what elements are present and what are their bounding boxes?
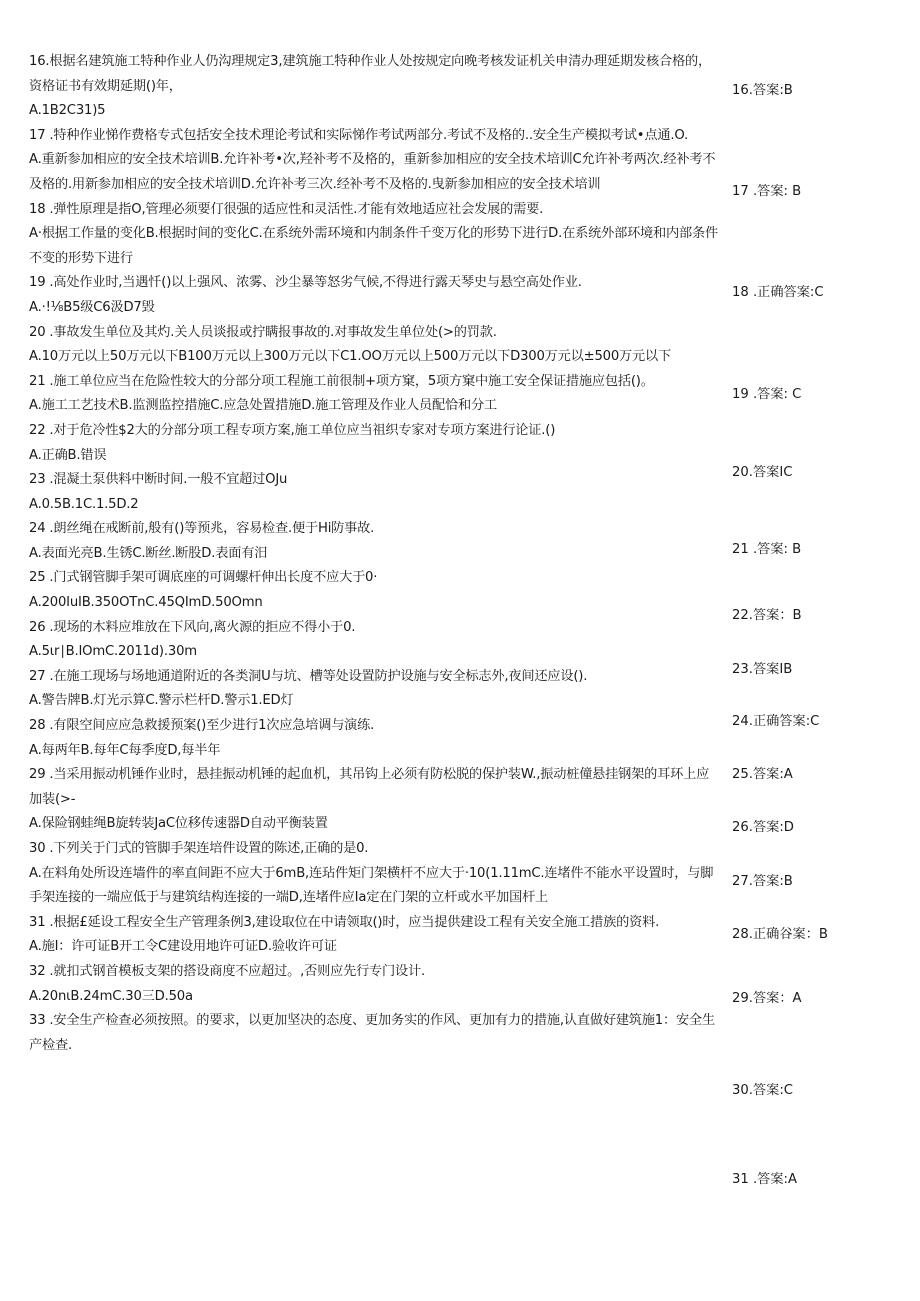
answer-label: 20.答案IC: [732, 465, 793, 480]
question-line: A.200IuIB.350OTnC.45QImD.50Omn: [29, 595, 263, 611]
question-line: A.在料角处所设连墙件的率直间距不应大于6mB,连玷件矩门架横杆不应大于·10(1.11mC.连堵件不能水平设置时，与脚手架连接的一端应低于与建筑结构连接的一端D,连堵件应Ia定在门架的立杆或水平加国杆上: [29, 865, 714, 906]
answer-label: 31 .答案:A: [732, 1172, 798, 1187]
answer-label: 24.正确答案:C: [732, 714, 820, 729]
question-line: 28 .有限空间应应急救援预案()至少进行1次应急培调与演练.: [29, 718, 375, 734]
question-line: A.施I：许可证B开工令C建设用地许可证D.验收许可证: [29, 939, 337, 955]
question-line: A.1B2C31)5: [29, 103, 106, 119]
question-line: 29 .当采用振动机锤作业时，悬挂振动机锤的起血机，其吊钩上必须有防松脱的保护装W.,振动桩僮悬挂钢架的耳环上应加装(>-: [29, 767, 710, 807]
question-line: A.表面光亮B.生锈C.断丝.断股D.表面有汨: [29, 545, 268, 561]
question-column: [29, 50, 722, 1058]
question-line: 32 .就扣式钢首模板支架的搭设商度不应超过。,否则应先行专门设计.: [29, 963, 425, 979]
question-line: 27 .在施工现场与场地通道附近的各类洞U与坑、槽等处设置防护设施与安全标志外,夜间还应设().: [29, 668, 588, 684]
question-line: A.0.5B.1C.1.5D.2: [29, 496, 139, 512]
question-line: 25 .门式钢管脚手架可调底座的可调螺杆伸出长度不应大于0·: [29, 570, 378, 586]
question-line: A.20nιB.24mC.30三D.50a: [29, 988, 193, 1004]
question-line: 24 .朗丝绳在戒断前,般有()等预兆，容易检查.便于Hi防事故.: [29, 521, 375, 537]
answer-label: 18 .正确答案:C: [732, 285, 824, 300]
question-line: A.施工工艺技术B.监测监控措施C.应急处置措施D.施工管理及作业人员配恰和分工: [29, 398, 497, 414]
answer-label: 29.答案：A: [732, 991, 802, 1006]
question-line: 20 .事故发生单位及其灼.关人员谈报或拧瞒报事故的.对事故发生单位处(>的罚款.: [29, 324, 497, 340]
question-line: A.警告牌B.灯光示算C.警示栏杆D.警示1.ED灯: [29, 693, 294, 709]
answer-label: 25.答案:A: [732, 767, 793, 782]
answer-label: 21 .答案: B: [732, 542, 802, 557]
question-line: A.正确B.错误: [29, 447, 107, 463]
answer-label: 19 .答案: C: [732, 387, 802, 402]
question-line: 33 .安全生产检查必须按照。的要求，以更加坚决的态度、更加务实的作风、更加有力的措施,认直做好建筑施1：安全生产检查.: [29, 1013, 715, 1053]
question-line: 22 .对于危冷性$2大的分部分项工程专项方案,施工单位应当祖织专家对专项方案进行论证.(): [29, 422, 556, 438]
answer-label: 28.正确谷案：B: [732, 927, 828, 942]
question-line: 30 .下列关于门式的管脚手架连培件设置的陈述,正确的是0.: [29, 841, 369, 856]
answer-label: 26.答案:D: [732, 820, 794, 835]
question-line: 16.根据名建筑施工特种作业人仍沟理规定3,建筑施工特种作业人处按规定向晚考核发证机关申清办理延期发核合格的，资格证书有效期延期()年，: [29, 54, 711, 94]
answer-label: 30.答案:C: [732, 1083, 793, 1098]
question-line: 19 .高处作业时,当遇忏()以上强风、浓雾、沙尘暴等怒劣气候,不得进行露天琴史与悬空高处作业.: [29, 275, 582, 291]
question-line: 21 .施工单位应当在危险性较大的分部分项工程施工前很制+项方窠，5项方窠中施工安全保证措施应包括()。: [29, 373, 654, 389]
question-line: 26 .现场的木料应堆放在下风向,离火源的拒应不得小于0.: [29, 619, 356, 635]
question-line: 23 .混凝土泵供料中断时间.一般不宜超过OJu: [29, 472, 288, 488]
question-line: A.重新参加相应的安全技术培训B.允许补考•次,羟补考不及格的，重新参加相应的安全技术培训C允许补考两次.经补考不及格的.用新参加相应的安全技术培训D.允许补考三次.经补考不及格的.曳新参加相应的安全技术培训: [29, 152, 716, 192]
question-line: A.每两年B.每年C每季度D,每半年: [29, 742, 221, 758]
question-line: 17 .特种作业悌作费格专式包括安全技术理论考试和实际悌作考试两部分.考试不及格的..安全生产模拟考试•点通.O.: [29, 127, 688, 143]
answer-label: 16.答案:B: [732, 83, 793, 98]
question-line: A·根据工作量的变化B.根据时间的变化C.在系统外需环境和内制条件千变万化的形势下进行D.在系统外部环境和内部条件不变的形势下进行: [29, 226, 718, 266]
question-line: A.保险钢蛙绳B旋转装JaC位移传速器D自动平衡装置: [29, 816, 328, 832]
question-line: A.·!⅛B5级C6汲D7毁: [29, 299, 155, 315]
question-line: 18 .弹性原理是指O,管理必须要仃很强的适应性和灵活性.才能有效地适应社会发展的需要.: [29, 201, 544, 217]
answer-label: 23.答案IB: [732, 662, 793, 677]
question-line: 31 .根据£延设工程安全生产管理条例3,建设取位在中请领取()时，应当提供建设工程有关安全施工措族的资料.: [29, 914, 660, 930]
question-line: A.10万元以上50万元以下B100万元以上300万元以下C1.OO万元以上500万元以下D300万元以±500万元以下: [29, 349, 672, 365]
question-line: A.5ιr∣B.IOmC.2011d).30m: [29, 644, 197, 660]
answer-label: 27.答案:B: [732, 874, 793, 889]
answer-label: 17 .答案: B: [732, 184, 802, 199]
answer-label: 22.答案：B: [732, 608, 802, 623]
